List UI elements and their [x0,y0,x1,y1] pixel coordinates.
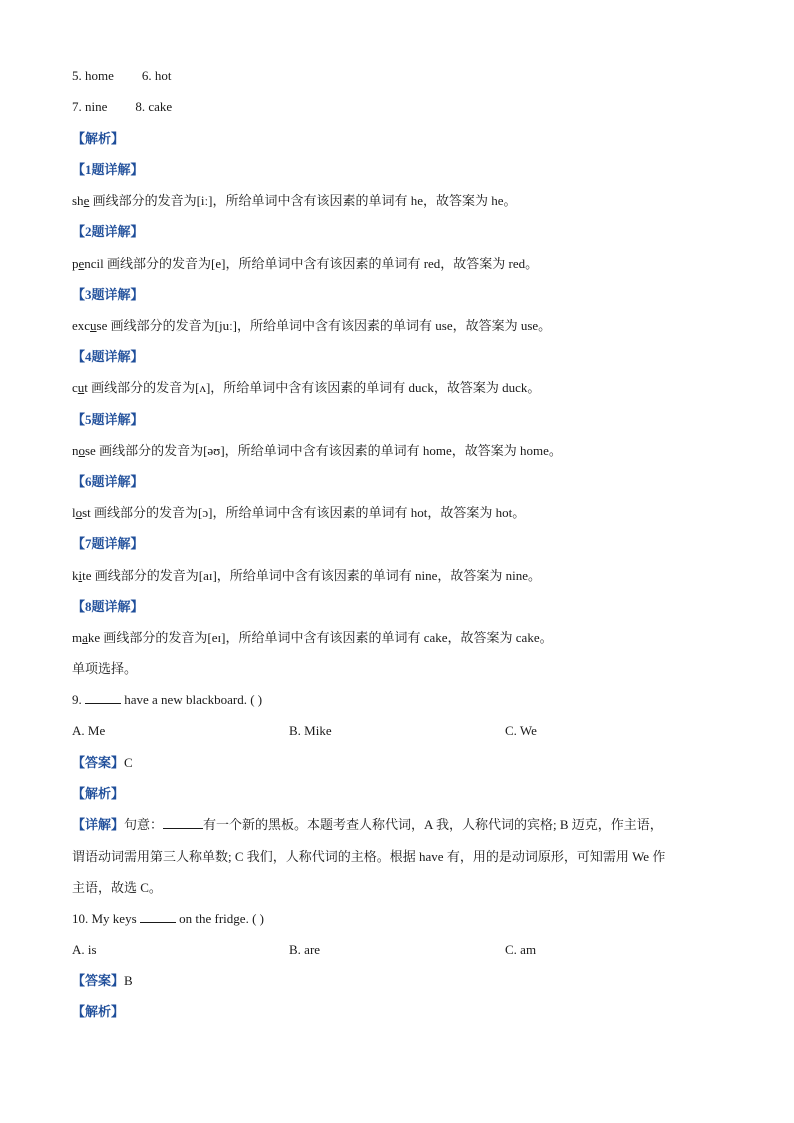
option-b: B. are [289,942,321,957]
underlined-letter: o [75,505,83,520]
underlined-letter: e [83,193,90,208]
answer-value: C [124,755,133,770]
item-text: excuse 画线部分的发音为[juː]，所给单词中含有该因素的单词有 use，故答案为 use。 [72,318,552,333]
item-heading: 【5题详解】 [72,412,144,427]
answer-5: 5. home [72,68,114,83]
answer-line [72,973,133,989]
option-a: A. Me [72,723,106,738]
item-text: kite 画线部分的发音为[aɪ]，所给单词中含有该因素的单词有 nine，故答案为 nine。 [72,568,542,583]
underlined-letter: e [78,256,85,271]
detail-tag: 【详解】 [72,817,125,832]
answer-7: 7. nine [72,99,108,114]
option-b: B. Mike [289,723,332,738]
detail-line: 主语，故选 C。 [72,880,162,895]
item-text: make 画线部分的发音为[eɪ]，所给单词中含有该因素的单词有 cake，故答案为 cake。 [72,630,553,645]
underlined-letter: o [78,443,85,458]
underlined-letter: u [90,318,97,333]
detail-line: 【详解】句意： 有一个新的黑板。本题考查人称代词，A 我，人称代词的宾格; B 迈克，作主语， [72,817,663,832]
answer-tag: 【答案】 [72,755,125,770]
answer-tag: 【答案】 [72,973,125,988]
item-text: lost 画线部分的发音为[ɔ]，所给单词中含有该因素的单词有 hot，故答案为 hot。 [72,505,526,520]
answer-blank [140,912,176,923]
item-text: cut 画线部分的发音为[ʌ]，所给单词中含有该因素的单词有 duck，故答案为 duck。 [72,380,541,395]
underlined-letter: i [78,568,83,583]
analysis-heading: 【解析】 [72,131,125,146]
answer-row [72,68,172,84]
item-text: nose 画线部分的发音为[əʊ]，所给单词中含有该因素的单词有 home，故答案为 home。 [72,443,562,458]
question-10-stem: 10. My keys on the fridge. ( ) [72,911,264,926]
option-a: A. is [72,942,97,957]
option-c: C. am [505,942,537,957]
answer-8: 8. cake [135,99,173,114]
answer-blank [163,818,203,829]
item-heading: 【6题详解】 [72,474,144,489]
item-text: she 画线部分的发音为[iː]，所给单词中含有该因素的单词有 he，故答案为 he。 [72,193,517,208]
section-title: 单项选择。 [72,661,138,676]
answer-value: B [124,973,133,988]
analysis-heading: 【解析】 [72,1004,125,1019]
analysis-heading: 【解析】 [72,786,125,801]
item-heading: 【8题详解】 [72,599,144,614]
item-heading: 【3题详解】 [72,287,144,302]
detail-line: 谓语动词需用第三人称单数; C 我们，人称代词的主格。根据 have 有，用的是动词原形，可知需用 We 作 [72,849,666,864]
underlined-letter: a [82,630,88,645]
answer-row [72,99,172,115]
item-heading: 【7题详解】 [72,536,144,551]
answer-line [72,755,133,771]
item-text: pencil 画线部分的发音为[e]，所给单词中含有该因素的单词有 red，故答案为 red。 [72,256,539,271]
answer-6: 6. hot [141,68,172,83]
item-heading: 【4题详解】 [72,349,144,364]
option-c: C. We [505,723,537,738]
underlined-letter: u [77,380,85,395]
question-9-stem: 9. have a new blackboard. ( ) [72,692,263,707]
item-heading: 【2题详解】 [72,224,144,239]
answer-blank [85,693,121,704]
item-heading: 【1题详解】 [72,162,144,177]
